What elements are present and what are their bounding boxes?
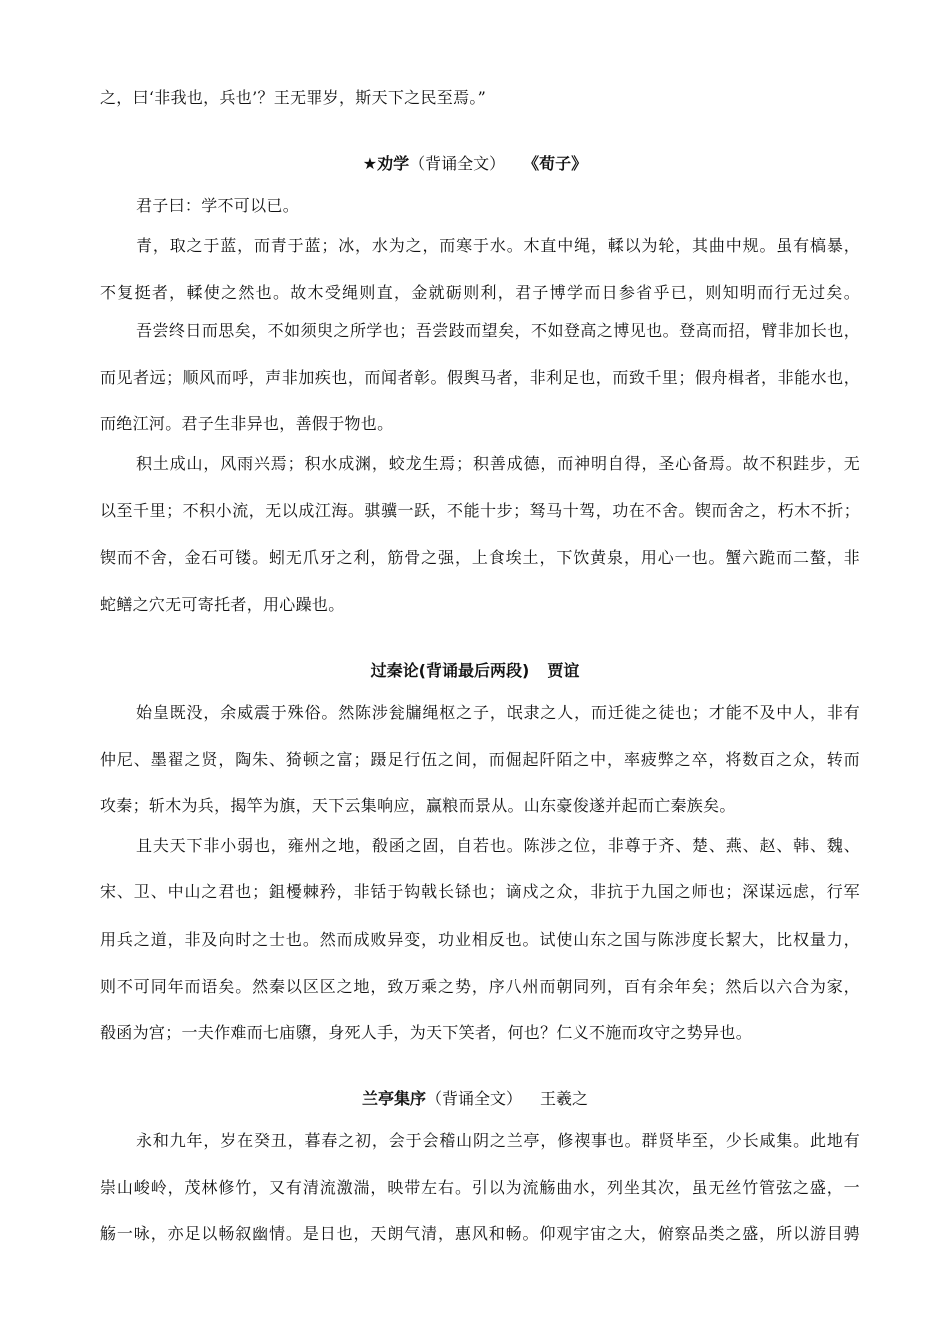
section-heading-quanxue [0,154,950,174]
paragraph-line: 吾尝终日而思矣，不如须臾之所学也；吾尝跂而望矣，不如登高之博见也。登高而招，臂非加长也， [136,321,860,340]
section-author: 《荀子》 [523,154,588,173]
section-note: （背诵全文） [425,1089,522,1108]
section-title: 兰亭集序 [361,1089,426,1108]
paragraph-line: 永和九年，岁在癸丑，暮春之初，会于会稽山阴之兰亭，修禊事也。群贤毕至，少长咸集。此地有 [136,1131,860,1150]
paragraph-line: 崇山峻岭，茂林修竹，又有清流激湍，映带左右。引以为流觞曲水，列坐其次，虽无丝竹管弦之盛，一 [100,1178,860,1197]
paragraph-line: 而见者远；顺风而呼，声非加疾也，而闻者彰。假舆马者，非利足也，而致千里；假舟楫者，非能水也， [100,368,860,387]
intro-line: 之，曰‘非我也，兵也’？王无罪岁，斯天下之民至焉。” [100,88,487,107]
paragraph-line: 用兵之道，非及向时之士也。然而成败异变，功业相反也。试使山东之国与陈涉度长絜大，比权量力， [100,930,860,949]
section-author: 王羲之 [540,1089,589,1108]
paragraph-line: 君子曰：学不可以已。 [136,196,300,215]
section-title: ★劝学 [362,154,410,173]
section-title: 过秦论 [370,661,419,680]
paragraph-line: 青，取之于蓝，而青于蓝；冰，水为之，而寒于水。木直中绳，輮以为轮，其曲中规。虽有槁暴， [136,236,860,255]
paragraph-line: 觞一咏，亦足以畅叙幽情。是日也，天朗气清，惠风和畅。仰观宇宙之大，俯察品类之盛，所以游目骋 [100,1224,860,1243]
paragraph-line: 殽函为宫；一夫作难而七庙隳，身死人手，为天下笑者，何也？仁义不施而攻守之势异也。 [100,1023,753,1042]
section-heading-lantingjixu [0,1089,950,1109]
section-heading-guoqinlun [0,661,950,681]
paragraph-line: 不复挺者，輮使之然也。故木受绳则直，金就砺则利，君子博学而日参省乎已，则知明而行无过矣。 [100,283,860,302]
paragraph-line: 积土成山，风雨兴焉；积水成渊，蛟龙生焉；积善成德，而神明自得，圣心备焉。故不积跬步，无 [136,454,860,473]
paragraph-line: 锲而不舍，金石可镂。蚓无爪牙之利，筋骨之强，上食埃土，下饮黄泉，用心一也。蟹六跪而二螯，非 [100,548,860,567]
paragraph-line: 而绝江河。君子生非异也，善假于物也。 [100,414,394,433]
paragraph-line: 攻秦；斩木为兵，揭竿为旗，天下云集响应，赢粮而景从。山东豪俊遂并起而亡秦族矣。 [100,796,736,815]
section-note: (背诵最后两段) [418,661,530,680]
section-note: （背诵全文） [409,154,506,173]
paragraph-line: 蛇鳝之穴无可寄托者，用心躁也。 [100,595,345,614]
paragraph-line: 且夫天下非小弱也，雍州之地，殽函之固，自若也。陈涉之位，非尊于齐、楚、燕、赵、韩、魏、 [136,836,860,855]
paragraph-line: 仲尼、墨翟之贤，陶朱、猗顿之富；蹑足行伍之间，而倔起阡陌之中，率疲弊之卒，将数百之众，转而 [100,750,860,769]
section-author: 贾谊 [547,661,580,680]
paragraph-line: 宋、卫、中山之君也；鉏櫌棘矜，非铦于钩戟长铩也；谪戍之众，非抗于九国之师也；深谋远虑，行军 [100,882,860,901]
paragraph-line: 则不可同年而语矣。然秦以区区之地，致万乘之势，序八州而朝同列，百有余年矣；然后以六合为家， [100,977,860,996]
paragraph-line: 以至千里；不积小流，无以成江海。骐骥一跃，不能十步；驽马十驾，功在不舍。锲而舍之，朽木不折； [100,501,860,520]
paragraph-line: 始皇既没，余威震于殊俗。然陈涉瓮牖绳枢之子，氓隶之人，而迁徙之徒也；才能不及中人，非有 [136,703,860,722]
